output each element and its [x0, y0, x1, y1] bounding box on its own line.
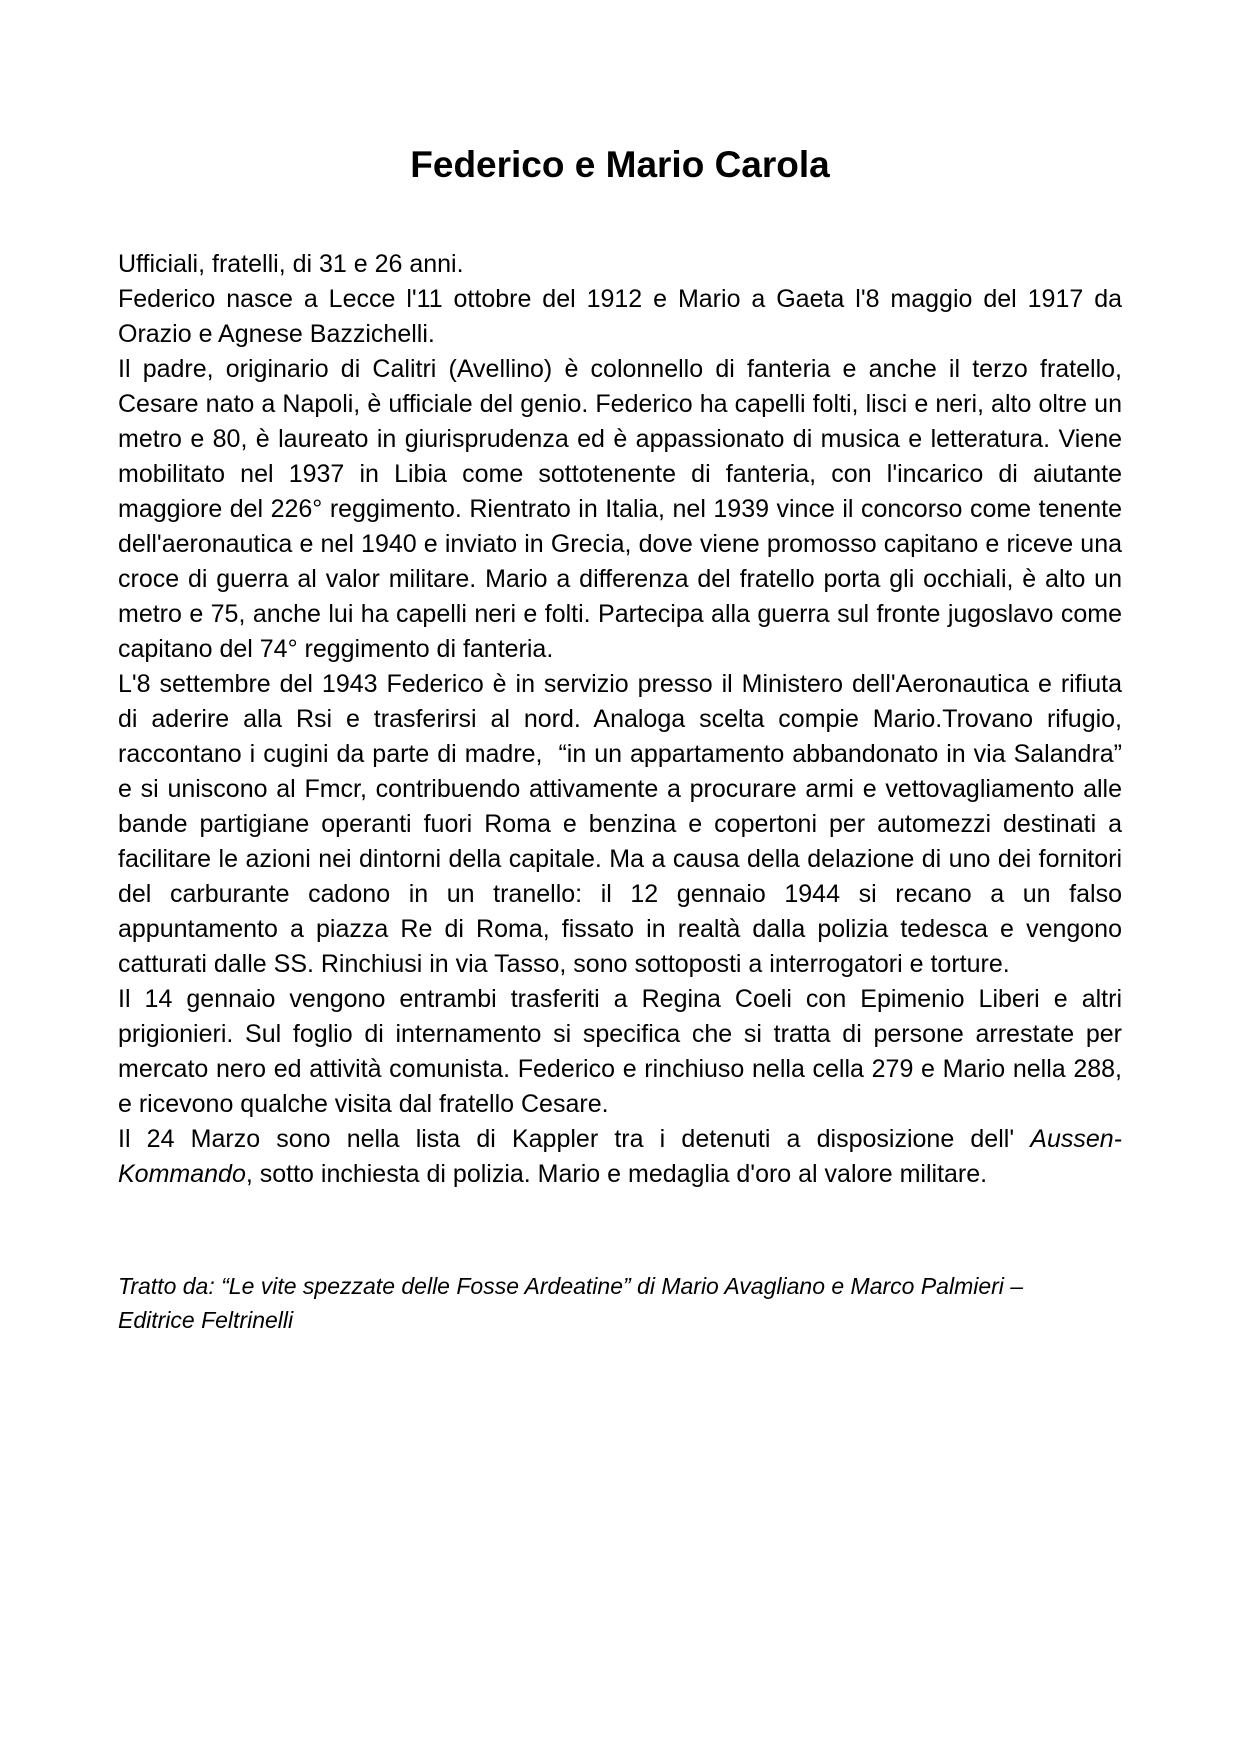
- paragraph-regina-coeli: Il 14 gennaio vengono entrambi trasferiti a Regina Coeli con Epimenio Liberi e altri prigionieri. Sul foglio di internamento si specifica che si tratta di persone arrestate per mercato nero ed attività comunista. Federico e rinchiuso nella cella 279 e Mario nella 288, e ricevono qualche visita dal fratello Cesare.: [118, 985, 1122, 1118]
- aussen-kommando-emphasis: Aussen-Kommando: [118, 1125, 1122, 1188]
- source-note-line-1: Tratto da: “Le vite spezzate delle Fosse Ardeatine” di Mario Avagliano e Marco Palmieri –: [118, 1273, 1024, 1299]
- paragraph-segment-after: , sotto inchiesta di polizia. Mario e medaglia d'oro al valore militare.: [245, 1160, 988, 1188]
- source-note: [118, 1269, 1122, 1337]
- paragraph-intro: Ufficiali, fratelli, di 31 e 26 anni.: [118, 250, 464, 278]
- source-note-line-2: Editrice Feltrinelli: [118, 1307, 294, 1333]
- page-title: Federico e Mario Carola: [410, 144, 830, 185]
- paragraph-birth: Federico nasce a Lecce l'11 ottobre del 1912 e Mario a Gaeta l'8 maggio del 1917 da Orazio e Agnese Bazzichelli.: [118, 285, 1122, 348]
- paragraph-family-career: Il padre, originario di Calitri (Avellino) è colonnello di fanteria e anche il terzo fratello, Cesare nato a Napoli, è ufficiale del genio. Federico ha capelli folti, lisci e neri, alto oltre un metro e 80, è laureato in giurisprudenza ed è appassionato di musica e letteratura. Viene mobilitato nel 1937 in Libia come sottotenente di fanteria, con l'incarico di aiutante maggiore del 226° reggimento. Rientrato in Italia, nel 1939 vince il concorso come tenente dell'aeronautica e nel 1940 e inviato in Grecia, dove viene promosso capitano e riceve una croce di guerra al valor militare. Mario a differenza del fratello porta gli occhiali, è alto un metro e 75, anche lui ha capelli neri e folti. Partecipa alla guerra sul fronte jugoslavo come capitano del 74° reggimento di fanteria.: [118, 355, 1122, 663]
- body-text: [118, 247, 1122, 1192]
- paragraph-kappler-list: [118, 1122, 1122, 1192]
- paragraph-segment-before: Il 24 Marzo sono nella lista di Kappler tra i detenuti a disposizione dell': [118, 1125, 1031, 1153]
- paragraph-armistice-resistance: L'8 settembre del 1943 Federico è in servizio presso il Ministero dell'Aeronautica e rifiuta di aderire alla Rsi e trasferirsi al nord. Analoga scelta compie Mario.Trovano rifugio, raccontano i cugini da parte di madre, “in un appartamento abbandonato in via Salandra” e si uniscono al Fmcr, contribuendo attivamente a procurare armi e vettovagliamento alle bande partigiane operanti fuori Roma e benzina e copertoni per automezzi destinati a facilitare le azioni nei dintorni della capitale. Ma a causa della delazione di uno dei fornitori del carburante cadono in un tranello: il 12 gennaio 1944 si recano a un falso appuntamento a piazza Re di Roma, fissato in realtà dalla polizia tedesca e vengono catturati dalle SS. Rinchiusi in via Tasso, sono sottoposti a interrogatori e torture.: [118, 670, 1122, 978]
